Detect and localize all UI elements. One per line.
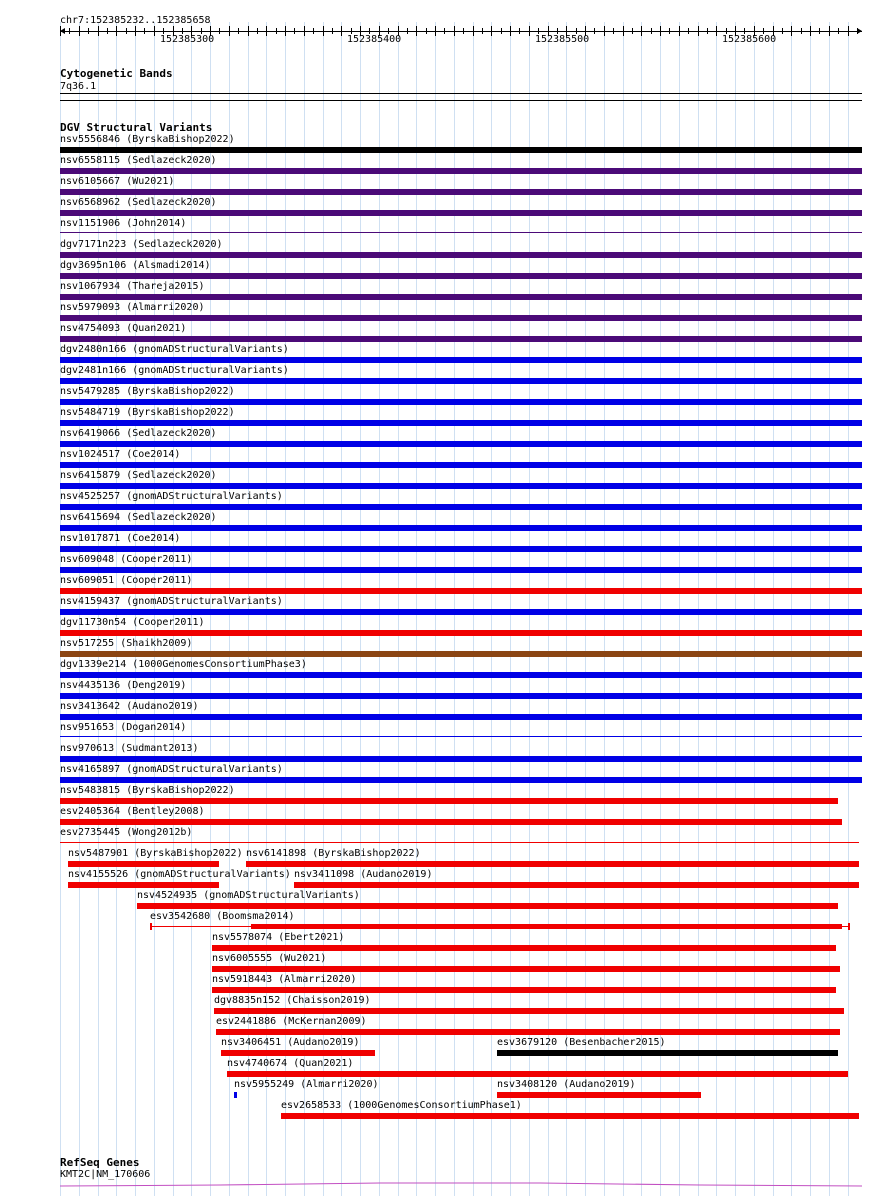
cytoband-bar[interactable]: [60, 93, 862, 94]
ruler-label: 152385300: [160, 34, 215, 45]
variant-label: nsv5487901 (ByrskaBishop2022): [68, 848, 243, 859]
variant-bar[interactable]: [60, 462, 862, 468]
ruler-tick: [716, 26, 717, 36]
variant-label: nsv5479285 (ByrskaBishop2022): [60, 386, 235, 397]
refseq-track-title: RefSeq Genes: [60, 1156, 140, 1169]
ruler-tick: [848, 26, 849, 36]
variant-label: esv2405364 (Bentley2008): [60, 806, 205, 817]
variant-bar[interactable]: [60, 378, 862, 384]
ruler-tick: [219, 28, 220, 34]
ruler-tick: [604, 26, 605, 36]
ruler-tick: [501, 28, 502, 34]
variant-bar[interactable]: [60, 736, 862, 737]
ruler-tick: [276, 28, 277, 34]
variant-label: dgv8835n152 (Chaisson2019): [214, 995, 371, 1006]
ruler-tick: [248, 26, 249, 36]
ruler-tick: [679, 26, 680, 36]
ruler-tick: [407, 28, 408, 34]
variant-label: nsv1024517 (Coe2014): [60, 449, 181, 460]
ruler-label: 152385600: [722, 34, 777, 45]
variant-bar[interactable]: [60, 798, 838, 804]
variant-label: nsv4754093 (Quan2021): [60, 323, 187, 334]
variant-label: nsv951653 (Dogan2014): [60, 722, 187, 733]
ruler-tick: [594, 28, 595, 34]
variant-label: nsv5484719 (ByrskaBishop2022): [60, 407, 235, 418]
variant-label: nsv3413642 (Audano2019): [60, 701, 199, 712]
variant-label: nsv5918443 (Almarri2020): [212, 974, 357, 985]
variant-bar[interactable]: [212, 945, 836, 951]
ruler-tick: [69, 28, 70, 34]
variant-bar[interactable]: [294, 882, 859, 888]
cytoband-track-title: Cytogenetic Bands: [60, 67, 173, 80]
ruler-tick: [810, 26, 811, 36]
variant-label: nsv5979093 (Almarri2020): [60, 302, 205, 313]
variant-bar[interactable]: [60, 336, 862, 342]
gene-model-line[interactable]: [60, 1180, 862, 1192]
variant-bar[interactable]: [212, 987, 836, 993]
ruler-tick: [229, 26, 230, 36]
variant-label: dgv3695n106 (Alsmadi2014): [60, 260, 211, 271]
variant-bar[interactable]: [60, 252, 862, 258]
variant-bar[interactable]: [60, 672, 862, 678]
ruler-tick: [838, 28, 839, 34]
variant-bar[interactable]: [60, 525, 862, 531]
variant-label: esv2658533 (1000GenomesConsortiumPhase1): [281, 1100, 522, 1111]
variant-label: nsv3411098 (Audano2019): [294, 869, 433, 880]
variant-bar[interactable]: [60, 693, 862, 699]
ruler-tick: [285, 26, 286, 36]
variant-bar[interactable]: [68, 882, 219, 888]
ruler-tick: [463, 28, 464, 34]
ruler-tick: [294, 28, 295, 34]
ruler-tick: [144, 28, 145, 34]
variant-bar[interactable]: [60, 842, 859, 843]
variant-label: nsv4159437 (gnomADStructuralVariants): [60, 596, 283, 607]
ruler-tick: [632, 28, 633, 34]
ruler-tick: [135, 26, 136, 36]
ruler-tick: [332, 28, 333, 34]
variant-label: nsv4165897 (gnomADStructuralVariants): [60, 764, 283, 775]
variant-label: esv2441886 (McKernan2009): [216, 1016, 367, 1027]
ruler-tick: [98, 26, 99, 36]
variant-bar[interactable]: [214, 1008, 844, 1014]
ruler-tick: [426, 28, 427, 34]
variant-label: nsv6558115 (Sedlazeck2020): [60, 155, 217, 166]
variant-bar[interactable]: [60, 273, 862, 279]
ruler-tick: [304, 26, 305, 36]
track-separator: [60, 100, 862, 101]
variant-label: dgv7171n223 (Sedlazeck2020): [60, 239, 223, 250]
variant-bar[interactable]: [281, 1113, 859, 1119]
variant-bar[interactable]: [60, 483, 862, 489]
ruler-tick: [698, 26, 699, 36]
variant-label: nsv5578074 (Ebert2021): [212, 932, 345, 943]
ruler-axis: [60, 31, 862, 32]
variant-label: nsv609048 (Cooper2011): [60, 554, 193, 565]
ruler-tick: [688, 28, 689, 34]
variant-label: esv3679120 (Besenbacher2015): [497, 1037, 666, 1048]
variant-label: nsv6141898 (ByrskaBishop2022): [246, 848, 421, 859]
variant-bar[interactable]: [60, 567, 862, 573]
variant-label: nsv1017871 (Coe2014): [60, 533, 181, 544]
gene-label: KMT2C|NM_170606: [60, 1169, 151, 1180]
ruler-tick: [435, 26, 436, 36]
ruler-tick: [416, 26, 417, 36]
variant-label: nsv4525257 (gnomADStructuralVariants): [60, 491, 283, 502]
variant-bar[interactable]: [60, 441, 862, 447]
ruler-tick: [444, 28, 445, 34]
ruler-tick: [257, 28, 258, 34]
ruler-tick: [116, 26, 117, 36]
variant-label: nsv3408120 (Audano2019): [497, 1079, 636, 1090]
ruler-tick: [79, 26, 80, 36]
ruler-tick: [454, 26, 455, 36]
ruler-tick: [660, 26, 661, 36]
ruler-tick: [641, 26, 642, 36]
variant-label: nsv6105667 (Wu2021): [60, 176, 175, 187]
dgv-track-title: DGV Structural Variants: [60, 121, 213, 134]
ruler-tick: [313, 28, 314, 34]
ruler-tick: [782, 28, 783, 34]
variant-bar[interactable]: [212, 966, 840, 972]
variant-label: nsv4740674 (Quan2021): [227, 1058, 354, 1069]
variant-label: nsv4435136 (Deng2019): [60, 680, 187, 691]
ruler-tick: [154, 26, 155, 36]
variant-bar[interactable]: [60, 168, 862, 174]
variant-label: nsv4155526 (gnomADStructuralVariants): [68, 869, 291, 880]
ruler-tick: [266, 26, 267, 36]
ruler-tick: [126, 28, 127, 34]
variant-bar[interactable]: [60, 546, 862, 552]
ruler-tick: [651, 28, 652, 34]
ruler-tick: [323, 26, 324, 36]
ruler-tick: [857, 28, 858, 34]
variant-bar[interactable]: [251, 924, 842, 929]
variant-label: dgv2480n166 (gnomADStructuralVariants): [60, 344, 289, 355]
variant-bar[interactable]: [60, 420, 862, 426]
variant-bar[interactable]: [60, 777, 862, 783]
variant-label: nsv6415879 (Sedlazeck2020): [60, 470, 217, 481]
variant-bar[interactable]: [497, 1092, 701, 1098]
variant-label: esv2735445 (Wong2012b): [60, 827, 193, 838]
ruler-tick: [88, 28, 89, 34]
variant-bar[interactable]: [60, 189, 862, 195]
variant-bar[interactable]: [60, 210, 862, 216]
variant-label: dgv11730n54 (Cooper2011): [60, 617, 205, 628]
variant-bar[interactable]: [60, 232, 862, 233]
ruler-label: 152385400: [347, 34, 402, 45]
ruler-tick: [791, 26, 792, 36]
variant-label: esv3542680 (Boomsma2014): [150, 911, 295, 922]
ruler-tick: [519, 28, 520, 34]
ruler-tick: [613, 28, 614, 34]
variant-label: nsv3406451 (Audano2019): [221, 1037, 360, 1048]
variant-label: nsv5556846 (ByrskaBishop2022): [60, 134, 235, 145]
variant-label: nsv6419066 (Sedlazeck2020): [60, 428, 217, 439]
variant-end-cap[interactable]: [150, 923, 152, 930]
variant-label: nsv6415694 (Sedlazeck2020): [60, 512, 217, 523]
ruler-label: 152385500: [535, 34, 590, 45]
variant-bar[interactable]: [137, 903, 838, 909]
position-ruler[interactable]: [0, 0, 890, 50]
variant-bar[interactable]: [60, 399, 862, 405]
variant-bar[interactable]: [221, 1050, 375, 1056]
ruler-tick: [623, 26, 624, 36]
ruler-tick: [238, 28, 239, 34]
ruler-tick: [341, 26, 342, 36]
variant-label: nsv6005555 (Wu2021): [212, 953, 327, 964]
variant-bar[interactable]: [60, 609, 862, 615]
variant-label: nsv4524935 (gnomADStructuralVariants): [137, 890, 360, 901]
variant-end-cap[interactable]: [848, 923, 850, 930]
variant-label: nsv1067934 (Thareja2015): [60, 281, 205, 292]
cytoband-label: 7q36.1: [60, 81, 97, 92]
variant-label: nsv517255 (Shaikh2009): [60, 638, 193, 649]
variant-bar[interactable]: [227, 1071, 848, 1077]
coordinate-range: chr7:152385232..152385658: [60, 15, 211, 26]
variant-bar[interactable]: [60, 357, 862, 363]
variant-label: nsv609051 (Cooper2011): [60, 575, 193, 586]
ruler-tick: [669, 28, 670, 34]
variant-bar[interactable]: [60, 819, 842, 825]
variant-bar[interactable]: [234, 1092, 237, 1098]
ruler-tick: [482, 28, 483, 34]
variant-bar[interactable]: [60, 630, 862, 636]
variant-bar[interactable]: [60, 756, 862, 762]
ruler-tick: [529, 26, 530, 36]
variant-label: nsv5955249 (Almarri2020): [234, 1079, 379, 1090]
variant-label: dgv2481n166 (gnomADStructuralVariants): [60, 365, 289, 376]
variant-bar[interactable]: [60, 147, 862, 153]
variant-label: nsv6568962 (Sedlazeck2020): [60, 197, 217, 208]
variant-bar[interactable]: [60, 588, 862, 594]
variant-bar[interactable]: [68, 861, 219, 867]
variant-bar[interactable]: [60, 294, 862, 300]
ruler-tick: [107, 28, 108, 34]
ruler-tick: [801, 28, 802, 34]
variant-bar[interactable]: [497, 1050, 838, 1056]
variant-bar[interactable]: [60, 315, 862, 321]
variant-bar[interactable]: [60, 504, 862, 510]
variant-bar[interactable]: [60, 714, 862, 720]
variant-bar[interactable]: [246, 861, 859, 867]
ruler-tick: [829, 26, 830, 36]
ruler-tick: [707, 28, 708, 34]
variant-label: nsv5483815 (ByrskaBishop2022): [60, 785, 235, 796]
ruler-tick: [491, 26, 492, 36]
variant-label: nsv1151906 (John2014): [60, 218, 187, 229]
ruler-tick: [819, 28, 820, 34]
variant-bar[interactable]: [216, 1029, 840, 1035]
variant-label: dgv1339e214 (1000GenomesConsortiumPhase3): [60, 659, 307, 670]
variant-label: nsv970613 (Sudmant2013): [60, 743, 199, 754]
ruler-tick: [60, 26, 61, 36]
ruler-tick: [510, 26, 511, 36]
ruler-tick: [473, 26, 474, 36]
variant-bar[interactable]: [60, 651, 862, 657]
